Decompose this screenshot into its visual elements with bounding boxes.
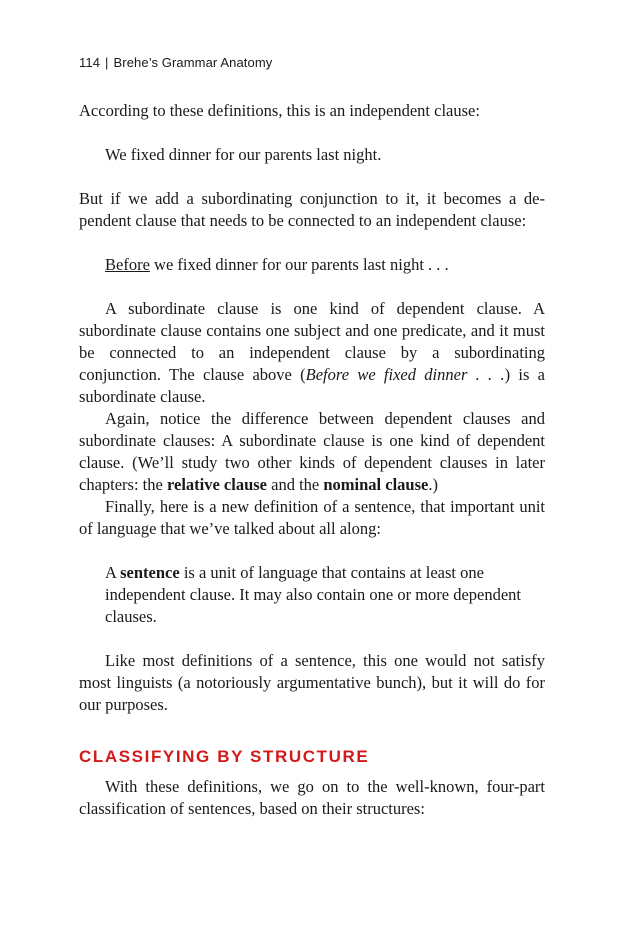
- definition-sentence: [79, 562, 545, 628]
- def-text-b: is a unit of language that contains at least one independent clause. It may also contain one or more dependent clauses.: [105, 563, 522, 626]
- paragraph-difference: [79, 408, 545, 496]
- p4-text-a: Again, notice the difference between dependent clauses and subordinate clauses: A subordinate clause is one kind of dependent clause. (We’ll study two other kinds of dependent clauses in later chapters: the: [79, 409, 545, 494]
- header-separator: |: [105, 55, 109, 70]
- term-sentence: sentence: [120, 563, 180, 582]
- underlined-conjunction: Before: [105, 255, 150, 274]
- paragraph-finally: Finally, here is a new definition of a sentence, that important unit of language that we’ve talked about all along:: [79, 497, 545, 538]
- example-dependent-clause: [79, 254, 545, 276]
- p3-text-a: A subordinate clause is one kind of dependent clause. A subordinate clause contains one subject and one predicate, and it must be connected to an independent clause by a subordinating conjunction. The clause above (: [79, 299, 545, 384]
- paragraph-subordinating: But if we add a subordinating conjunction to it, it becomes a dependent clause that needs to be connected to an independent clause:: [79, 189, 545, 230]
- section-heading: CLASSIFYING BY STRUCTURE: [79, 747, 370, 766]
- paragraph-subordinate-clause: [79, 298, 545, 408]
- p3-text-b: ) is a subordinate clause.: [79, 365, 546, 406]
- page-number: 114: [79, 55, 101, 70]
- p3-italic: Before we fixed dinner . . .: [305, 365, 505, 384]
- example-dependent-rest: we fixed dinner for our parents last night . . .: [149, 255, 449, 274]
- p4-text-end: .): [428, 475, 438, 494]
- def-text-a: A: [105, 563, 121, 582]
- term-nominal-clause: nominal clause: [323, 475, 429, 494]
- example-independent-clause: We fixed dinner for our parents last night.: [105, 145, 382, 164]
- paragraph-linguists: Like most definitions of a sentence, this one would not satisfy most linguists (a notoriously argumentative bunch), but it will do for our purposes.: [79, 651, 545, 714]
- running-header: [79, 55, 272, 70]
- p4-text-mid: and the: [267, 475, 324, 494]
- paragraph-intro: According to these definitions, this is an independent clause:: [79, 101, 480, 120]
- page-content: [79, 100, 545, 820]
- paragraph-classification: With these definitions, we go on to the well-known, four-part classification of sentences, based on their structures:: [79, 777, 545, 818]
- term-relative-clause: relative clause: [166, 475, 268, 494]
- book-title: Brehe’s Grammar Anatomy: [113, 55, 273, 70]
